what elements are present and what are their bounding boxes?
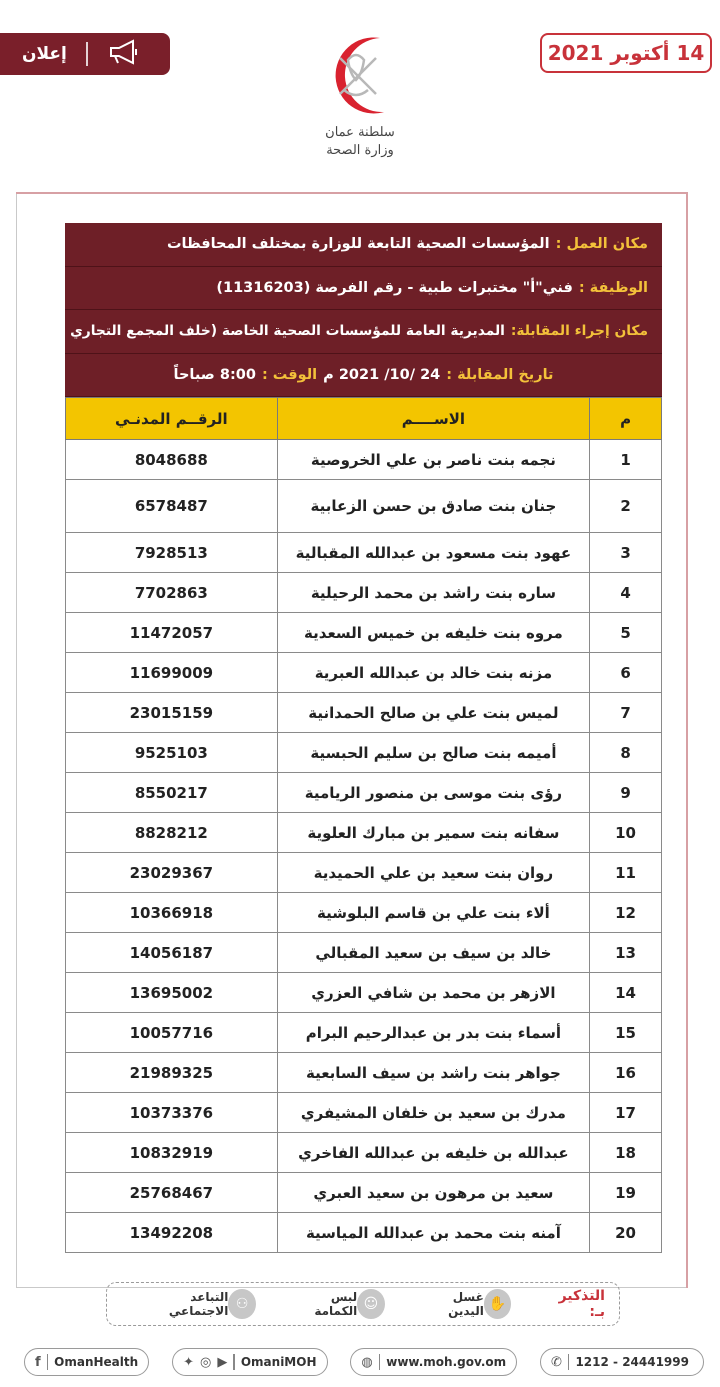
divider — [379, 1354, 381, 1370]
table-row — [66, 1093, 662, 1133]
row-name: روان بنت سعيد بن علي الحميدية — [277, 853, 589, 893]
row-name: ألاء بنت علي بن قاسم البلوشية — [277, 893, 589, 933]
announcement-label: إعلان — [22, 44, 67, 64]
row-num: 13 — [590, 933, 662, 973]
row-civil-id: 21989325 — [66, 1053, 278, 1093]
phone-icon: ✆ — [551, 1354, 562, 1370]
twitter-icon: ✦ — [183, 1354, 194, 1370]
table-row — [66, 653, 662, 693]
mask-icon: ☺ — [357, 1289, 385, 1319]
row-num: 10 — [590, 813, 662, 853]
row-num: 19 — [590, 1173, 662, 1213]
row-civil-id: 23029367 — [66, 853, 278, 893]
table-row — [66, 733, 662, 773]
reminder-item-distance: ⚇ التباعد الاجتماعي — [135, 1289, 262, 1319]
footer-bar — [24, 1348, 704, 1376]
table-row — [66, 1053, 662, 1093]
table-row — [66, 613, 662, 653]
row-civil-id: 7928513 — [66, 533, 278, 573]
row-num: 8 — [590, 733, 662, 773]
row-num: 11 — [590, 853, 662, 893]
row-civil-id: 13492208 — [66, 1213, 278, 1253]
row-name: الازهر بن محمد بن شافي العزري — [277, 973, 589, 1013]
row-name: خالد بن سيف بن سعيد المقبالي — [277, 933, 589, 973]
table-row — [66, 933, 662, 973]
table-row — [66, 1213, 662, 1253]
date-badge: 14 أكتوبر 2021 — [540, 33, 712, 73]
table-row — [66, 573, 662, 613]
row-num: 4 — [590, 573, 662, 613]
instagram-icon: ◎ — [200, 1354, 212, 1370]
row-name: أسماء بنت بدر بن عبدالرحيم البرام — [277, 1013, 589, 1053]
table-row — [66, 1173, 662, 1213]
phone-pill[interactable]: ✆ 1212 - 24441999 — [540, 1348, 704, 1376]
job-row: الوظيفة : فني"أ" مختبرات طبية - رقم الفرصة (11316203) — [65, 267, 662, 311]
row-name: آمنه بنت محمد بن عبدالله المياسية — [277, 1213, 589, 1253]
row-civil-id: 6578487 — [66, 480, 278, 533]
header-name: الاســــم — [277, 398, 589, 440]
row-num: 14 — [590, 973, 662, 1013]
row-num: 12 — [590, 893, 662, 933]
ministry-name: سلطنة عمان وزارة الصحة — [325, 125, 395, 158]
row-name: سفانه بنت سمير بن مبارك العلوية — [277, 813, 589, 853]
divider — [568, 1354, 570, 1370]
row-civil-id: 13695002 — [66, 973, 278, 1013]
row-name: مزنه بنت خالد بن عبدالله العبرية — [277, 653, 589, 693]
row-num: 2 — [590, 480, 662, 533]
hand-wash-icon: ✋ — [484, 1289, 512, 1319]
table-row — [66, 533, 662, 573]
row-civil-id: 10366918 — [66, 893, 278, 933]
row-civil-id: 8828212 — [66, 813, 278, 853]
row-name: ساره بنت راشد بن محمد الرحيلية — [277, 573, 589, 613]
row-civil-id: 25768467 — [66, 1173, 278, 1213]
interview-place-row: مكان إجراء المقابلة: المديرية العامة للمؤسسات الصحية الخاصة (خلف المجمع التجاري زاخر) — [65, 310, 662, 354]
work-place-row: مكان العمل : المؤسسات الصحية التابعة للوزارة بمختلف المحافظات — [65, 223, 662, 267]
row-civil-id: 8550217 — [66, 773, 278, 813]
row-civil-id: 23015159 — [66, 693, 278, 733]
megaphone-icon — [108, 39, 142, 69]
announcement-tag — [0, 33, 170, 75]
frame-top-accent — [16, 192, 688, 194]
row-name: عبدالله بن خليفه بن عبدالله الفاخري — [277, 1133, 589, 1173]
row-num: 5 — [590, 613, 662, 653]
row-civil-id: 10832919 — [66, 1133, 278, 1173]
row-num: 20 — [590, 1213, 662, 1253]
row-civil-id: 10057716 — [66, 1013, 278, 1053]
facebook-pill[interactable]: f OmanHealth — [24, 1348, 149, 1376]
job-info-block — [27, 223, 662, 397]
table-row — [66, 853, 662, 893]
reminder-item-handwash: ✋ غسل اليدين — [419, 1289, 518, 1319]
header-civil-id: الرقــم المدنـي — [66, 398, 278, 440]
row-civil-id: 7702863 — [66, 573, 278, 613]
row-name: سعيد بن مرهون بن سعيد العبري — [277, 1173, 589, 1213]
row-num: 6 — [590, 653, 662, 693]
social-distance-icon: ⚇ — [228, 1289, 256, 1319]
candidates-table — [65, 397, 662, 1253]
row-name: لميس بنت علي بن صالح الحمدانية — [277, 693, 589, 733]
reminder-item-mask: ☺ لبس الكمامة — [290, 1289, 391, 1319]
table-row — [66, 1133, 662, 1173]
interview-date-row: تاريخ المقابلة : 24 /10/ 2021 م الوقت : 8:00 صباحاً — [65, 354, 662, 398]
row-civil-id: 11472057 — [66, 613, 278, 653]
row-num: 17 — [590, 1093, 662, 1133]
row-name: جنان بنت صادق بن حسن الزعابية — [277, 480, 589, 533]
table-row — [66, 893, 662, 933]
row-name: نجمه بنت ناصر بن علي الخروصية — [277, 440, 589, 480]
table-row — [66, 973, 662, 1013]
ministry-logo — [310, 30, 410, 165]
table-row — [66, 773, 662, 813]
row-name: مروه بنت خليفه بن خميس السعدية — [277, 613, 589, 653]
header-num: م — [590, 398, 662, 440]
row-num: 1 — [590, 440, 662, 480]
row-num: 16 — [590, 1053, 662, 1093]
row-name: أميمه بنت صالح بن سليم الحبسية — [277, 733, 589, 773]
globe-icon: ◍ — [361, 1354, 373, 1370]
reminder-label: التذكير بـ: — [558, 1288, 605, 1320]
row-civil-id: 9525103 — [66, 733, 278, 773]
row-name: عهود بنت مسعود بن عبدالله المقبالية — [277, 533, 589, 573]
table-row — [66, 480, 662, 533]
row-civil-id: 11699009 — [66, 653, 278, 693]
row-civil-id: 14056187 — [66, 933, 278, 973]
row-civil-id: 10373376 — [66, 1093, 278, 1133]
youtube-icon: ▶ — [217, 1354, 228, 1370]
reminder-box — [106, 1282, 620, 1326]
divider — [233, 1354, 235, 1370]
website-pill[interactable]: ◍ www.moh.gov.om — [350, 1348, 517, 1376]
row-num: 3 — [590, 533, 662, 573]
row-name: جواهر بنت راشد بن سيف السابعية — [277, 1053, 589, 1093]
row-num: 9 — [590, 773, 662, 813]
row-num: 15 — [590, 1013, 662, 1053]
facebook-icon: f — [35, 1354, 41, 1370]
social-pill[interactable]: ✦ ◎ ▶ OmaniMOH — [172, 1348, 327, 1376]
table-row — [66, 440, 662, 480]
table-row — [66, 813, 662, 853]
table-header-row — [66, 398, 662, 440]
divider — [47, 1354, 49, 1370]
table-row — [66, 693, 662, 733]
divider — [86, 42, 88, 66]
frame-right-accent — [686, 192, 688, 1288]
row-name: رؤى بنت موسى بن منصور الريامية — [277, 773, 589, 813]
table-row — [66, 1013, 662, 1053]
row-civil-id: 8048688 — [66, 440, 278, 480]
row-num: 18 — [590, 1133, 662, 1173]
row-num: 7 — [590, 693, 662, 733]
row-name: مدرك بن سعيد بن خلفان المشيفري — [277, 1093, 589, 1133]
